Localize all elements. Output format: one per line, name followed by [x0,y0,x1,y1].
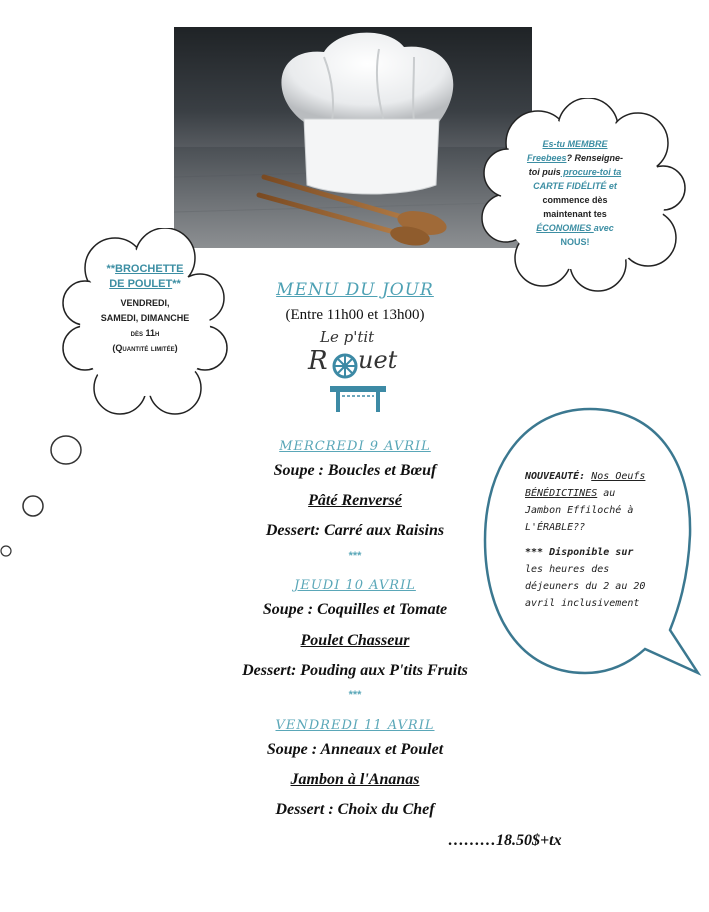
bubble-line-2 [525,485,675,502]
membership-line-5: commence dès [542,195,608,205]
separator-2: *** [348,689,362,701]
brochette-days-2: SAMEDI, DIMANCHE [100,313,190,323]
brochette-time: dès 11h [130,328,160,338]
oeufs-link[interactable]: Nos Oeufs [591,471,646,482]
day2-dessert: Dessert: Pouding aux P'tits Fruits [242,662,468,679]
day2-soup: Soupe : Coquilles et Tomate [262,601,448,618]
bubble-line-8: avril inclusivement [525,598,640,609]
logo [300,328,410,414]
membership-line-8: NOUS! [560,237,590,247]
brochette-line-2 [75,277,215,292]
brochette-stars-pre: ** [106,263,116,275]
logo-text-top: Le p'tit [320,328,375,346]
brochette-quantity: (Quantité limitée) [112,343,178,353]
membership-line-7 [505,221,645,235]
freebees-link[interactable]: Freebees [526,153,567,163]
day3-main: Jambon à l'Ananas [290,771,420,788]
brochette-link[interactable]: BROCHETTE [115,263,184,275]
bubble-line-1 [525,468,675,485]
logo-letter-r: R [308,346,328,376]
day3-dessert: Dessert : Choix du Chef [275,801,435,818]
logo-stand-icon [328,384,388,414]
membership-line-3 [505,165,645,179]
brochette-cloud-text [75,262,215,356]
day-heading-thursday: JEUDI 10 AVRIL [294,578,416,593]
membership-line-7-rest: avec [593,223,614,233]
day1-soup: Soupe : Boucles et Bœuf [273,462,437,479]
brochette-stars-post: ** [172,278,181,290]
day1-main: Pâté Renversé [308,492,402,509]
spinning-wheel-icon [331,352,359,380]
day3-soup: Soupe : Anneaux et Poulet [266,741,444,758]
menu-title: MENU DU JOUR [276,280,434,300]
thought-bubbles [0,430,90,560]
loyalty-card-text: CARTE FIDÉLITÉ et [533,181,617,191]
benedictines-link[interactable]: BÉNÉDICTINES [525,488,598,499]
bubble-line-6: les heures des [525,564,610,575]
membership-line-6: maintenant tes [543,209,607,219]
membership-line-2 [505,151,645,165]
membership-cloud-text [505,137,645,249]
de-poulet-link[interactable]: DE POULET [109,278,173,290]
bubble-line-2-rest: au [597,488,616,499]
membership-line-2-rest: ? Renseigne- [566,153,624,163]
membership-heading: Es-tu MEMBRE [542,139,608,149]
savings-link[interactable]: ÉCONOMIES [536,223,594,233]
bubble-text [525,468,675,612]
menu-hours: (Entre 11h00 et 13h00) [285,307,425,323]
day2-main: Poulet Chasseur [300,632,410,649]
logo-text-rest: uet [358,346,398,374]
day-heading-friday: VENDREDI 11 AVRIL [275,718,435,733]
day-heading-wednesday: MERCREDI 9 AVRIL [279,439,431,454]
bubble-nouveaute: NOUVEAUTÉ: [525,471,592,482]
separator-1: *** [348,550,362,562]
bubble-line-3: Jambon Effiloché à [525,505,634,516]
bubble-line-4: L'ÉRABLE?? [525,522,586,533]
membership-line-3-pre: toi puis [528,167,561,177]
procure-card-link[interactable]: procure-toi ta [560,167,622,177]
brochette-days-1: VENDREDI, [120,298,170,308]
bubble-line-5: *** Disponible sur [525,547,634,558]
bubble-line-7: déjeuners du 2 au 20 [525,581,646,592]
brochette-line-1 [75,262,215,277]
menu-price: ………18.50$+tx [448,832,562,849]
day1-dessert: Dessert: Carré aux Raisins [265,522,445,539]
